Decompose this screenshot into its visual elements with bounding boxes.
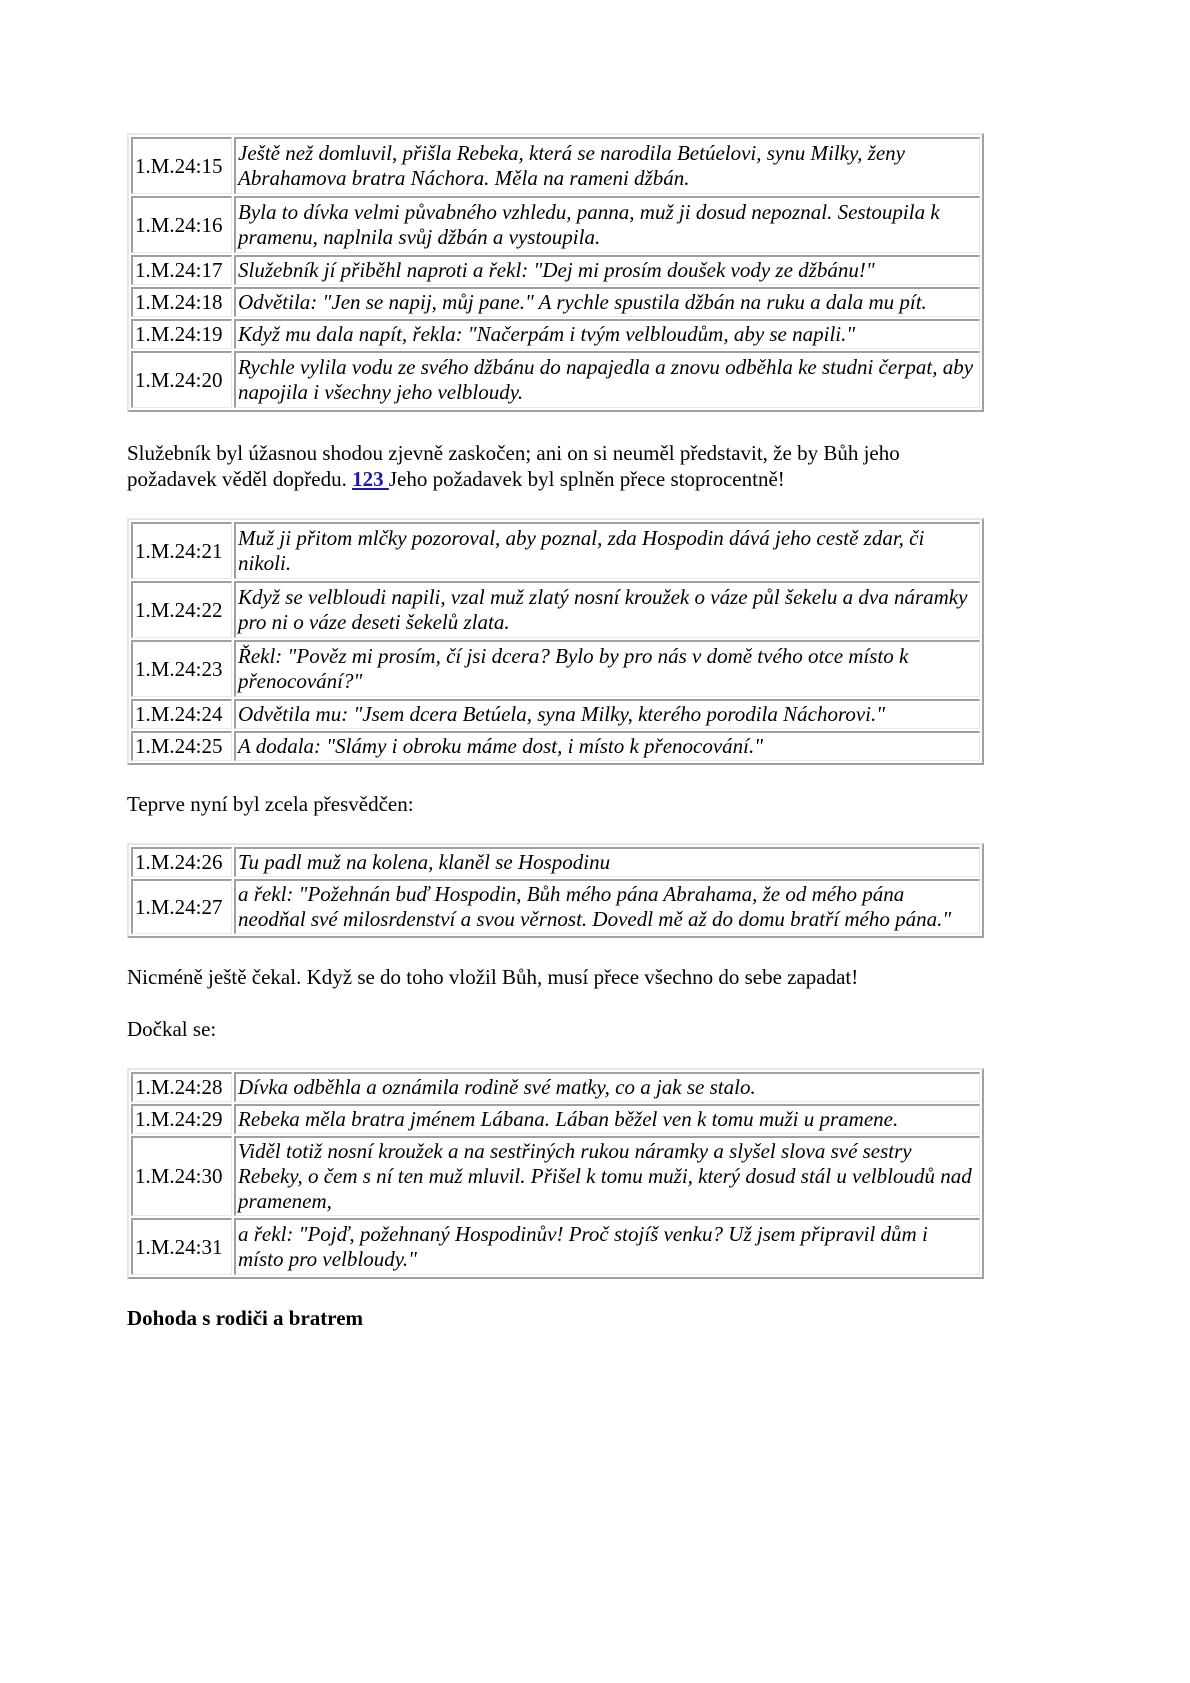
- verse-ref: 1.M.24:31: [131, 1218, 232, 1275]
- verse-ref: 1.M.24:26: [131, 847, 232, 877]
- verse-ref: 1.M.24:17: [131, 255, 232, 285]
- table-row: [131, 1104, 980, 1134]
- table-row: [131, 137, 980, 194]
- verse-ref: 1.M.24:15: [131, 137, 232, 194]
- verse-text: A dodala: "Slámy i obroku máme dost, i místo k přenocování.": [234, 731, 980, 761]
- paragraph-text: Služebník byl úžasnou shodou zjevně zaskočen; ani on si neuměl představit, že by Bůh jeho požadavek věděl dopředu.: [127, 441, 900, 491]
- verse-ref: 1.M.24:20: [131, 351, 232, 408]
- verse-text: Služebník jí přiběhl naproti a řekl: "Dej mi prosím doušek vody ze džbánu!": [234, 255, 980, 285]
- table-row: [131, 640, 980, 697]
- footnote-link-123[interactable]: 123: [352, 467, 389, 491]
- verse-ref: 1.M.24:28: [131, 1072, 232, 1102]
- verse-table-4: [127, 1068, 984, 1279]
- verse-text: Tu padl muž na kolena, klaněl se Hospodinu: [234, 847, 980, 877]
- verse-ref: 1.M.24:18: [131, 287, 232, 317]
- verse-table-1: [127, 133, 984, 412]
- verse-text: Ještě než domluvil, přišla Rebeka, která se narodila Betúelovi, synu Milky, ženy Abrahamova bratra Náchora. Měla na rameni džbán.: [234, 137, 980, 194]
- verse-text: Viděl totiž nosní kroužek a na sestřiných rukou náramky a slyšel slova své sestry Rebeky, o čem s ní ten muž mluvil. Přišel k tomu muži, který dosud stál u velbloudů nad pramenem,: [234, 1136, 980, 1216]
- verse-text: a řekl: "Pojď, požehnaný Hospodinův! Proč stojíš venku? Už jsem připravil dům i místo pro velbloudy.": [234, 1218, 980, 1275]
- paragraph-waited: Dočkal se:: [127, 1017, 217, 1041]
- verse-text: Rebeka měla bratra jménem Lábana. Lában běžel ven k tomu muži u pramene.: [234, 1104, 980, 1134]
- document-page: [127, 133, 984, 1331]
- table-row: [131, 351, 980, 408]
- table-row: [131, 1136, 980, 1216]
- table-row: [131, 699, 980, 729]
- table-row: [131, 581, 980, 638]
- table-row: [131, 522, 980, 579]
- verse-ref: 1.M.24:19: [131, 319, 232, 349]
- section-heading: Dohoda s rodiči a bratrem: [127, 1306, 364, 1330]
- verse-table-2: [127, 518, 984, 765]
- verse-ref: 1.M.24:22: [131, 581, 232, 638]
- verse-ref: 1.M.24:30: [131, 1136, 232, 1216]
- verse-text: Dívka odběhla a oznámila rodině své matky, co a jak se stalo.: [234, 1072, 980, 1102]
- table-row: [131, 1218, 980, 1275]
- verse-text: Řekl: "Pověz mi prosím, čí jsi dcera? Bylo by pro nás v domě tvého otce místo k přenocování?": [234, 640, 980, 697]
- verse-text: Odvětila mu: "Jsem dcera Betúela, syna Milky, kterého porodila Náchorovi.": [234, 699, 980, 729]
- verse-text: Byla to dívka velmi půvabného vzhledu, panna, muž ji dosud nepoznal. Sestoupila k pramenu, naplnila svůj džbán a vystoupila.: [234, 196, 980, 253]
- verse-text: Odvětila: "Jen se napij, můj pane." A rychle spustila džbán na ruku a dala mu pít.: [234, 287, 980, 317]
- verse-ref: 1.M.24:25: [131, 731, 232, 761]
- table-row: [131, 879, 980, 934]
- verse-ref: 1.M.24:23: [131, 640, 232, 697]
- paragraph-still-waiting: Nicméně ještě čekal. Když se do toho vložil Bůh, musí přece všechno do sebe zapadat!: [127, 965, 859, 989]
- paragraph-convinced: Teprve nyní byl zcela přesvědčen:: [127, 792, 414, 816]
- table-row: [131, 1072, 980, 1102]
- table-row: [131, 287, 980, 317]
- table-row: [131, 196, 980, 253]
- verse-text: a řekl: "Požehnán buď Hospodin, Bůh mého pána Abrahama, že od mého pána neodňal své milosrdenství a svou věrnost. Dovedl mě až do domu bratří mého pána.": [234, 879, 980, 934]
- table-row: [131, 731, 980, 761]
- verse-text: Když mu dala napít, řekla: "Načerpám i tvým velbloudům, aby se napili.": [234, 319, 980, 349]
- verse-ref: 1.M.24:24: [131, 699, 232, 729]
- verse-text: Muž ji přitom mlčky pozoroval, aby poznal, zda Hospodin dává jeho cestě zdar, či nikoli.: [234, 522, 980, 579]
- paragraph-servant-surprised: [127, 440, 984, 492]
- verse-ref: 1.M.24:16: [131, 196, 232, 253]
- verse-text: Rychle vylila vodu ze svého džbánu do napajedla a znovu odběhla ke studni čerpat, aby napojila i všechny jeho velbloudy.: [234, 351, 980, 408]
- verse-text: Když se velbloudi napili, vzal muž zlatý nosní kroužek o váze půl šekelu a dva náramky pro ni o váze deseti šekelů zlata.: [234, 581, 980, 638]
- verse-ref: 1.M.24:21: [131, 522, 232, 579]
- table-row: [131, 847, 980, 877]
- verse-ref: 1.M.24:29: [131, 1104, 232, 1134]
- table-row: [131, 319, 980, 349]
- paragraph-text: Jeho požadavek byl splněn přece stoprocentně!: [388, 467, 785, 491]
- verse-table-3: [127, 843, 984, 938]
- verse-ref: 1.M.24:27: [131, 879, 232, 934]
- table-row: [131, 255, 980, 285]
